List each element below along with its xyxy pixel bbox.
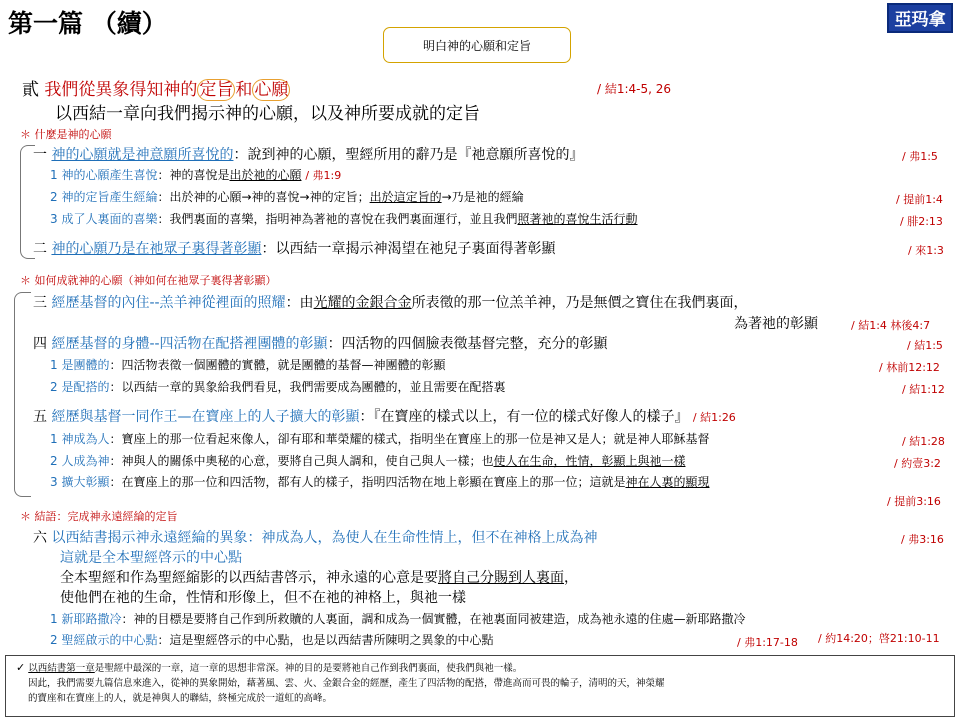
point-3-line2: 為著祂的彰顯	[734, 316, 818, 332]
logo-badge: 亞玛拿	[887, 3, 953, 33]
sub-4-2-label: 2 是配搭的	[50, 380, 110, 394]
sub-5-2	[50, 452, 685, 469]
point-2-rest: ：以西結一章揭示神渴望在祂兒子裏面得著彰顯	[261, 241, 556, 257]
sub-6-2	[50, 631, 493, 648]
point-5-num: 五	[33, 409, 47, 425]
point-3-blue: 經歷基督的內住--羔羊神從裡面的照耀	[51, 295, 286, 311]
sub-1-3-text: ：我們裏面的喜樂，指明神為著祂的喜悅在我們裏面運行，並且我們	[157, 212, 518, 226]
point-2-ref: / 來1:3	[908, 244, 944, 257]
point-6-line4: 使他們在祂的生命，性情和形像上，但不在祂的神格上，與祂一樣	[60, 590, 466, 606]
point-6-blue: 以西結書揭示神永遠經綸的異象：神成為人，為使人在生命性情上，但不在神格上成為神	[51, 530, 598, 546]
heading-reference: / 結1:4-5, 26	[597, 82, 672, 96]
note-line-2: 因此，我們需要九篇信息來進入，從神的異象開始，藉著風、雲、火、金銀合金的經歷，產生了四活物的配搭，帶進高而可畏的輪子，清明的天，神榮耀	[28, 678, 665, 689]
sub-5-2-text: ：神與人的關係中奧秘的心意，要將自己與人調和，使自己與人一樣；也	[109, 454, 494, 468]
sub-5-2-underlined: 使人在生命，性情，彰顯上與祂一樣	[493, 454, 686, 468]
point-4-blue: 經歷基督的身體--四活物在配搭裡團體的彰顯	[51, 336, 328, 352]
sub-1-3-underlined: 照著祂的喜悅生活行動	[517, 212, 638, 226]
note-line-3: 的寶座和在寶座上的人，就是神與人的聯結，終極完成於一道虹的高峰。	[28, 693, 333, 704]
summary-note	[5, 655, 955, 717]
sub-5-3-text: ：在寶座上的那一位和四活物，都有人的樣子，指明四活物在地上彰顯在寶座上的那一位；這就是	[109, 475, 626, 489]
sub-1-2-text: ：出於神的心願→神的喜悅→神的定旨；	[157, 190, 370, 204]
point-3-text: ：由	[285, 295, 314, 311]
point-6-line3-text: 全本聖經和作為聖經縮影的以西結書啓示，神永遠的心意是要	[60, 570, 438, 586]
sub-1-2-tail: →乃是祂的經綸	[441, 190, 524, 204]
page-title: 第一篇 （續）	[8, 9, 167, 38]
point-3-underlined: 光耀的金銀合金	[313, 295, 412, 311]
point-6-blue-line2: 這就是全本聖經啓示的中心點	[60, 550, 242, 566]
topic-box: 明白神的心願和定旨	[383, 27, 571, 63]
point-3-num: 三	[33, 295, 47, 311]
point-6	[33, 527, 597, 547]
sub-4-2	[50, 378, 505, 395]
check-icon: ✓	[16, 661, 26, 674]
point-6-line3-tail: ，	[564, 570, 578, 586]
sub-5-3-ref: / 提前3:16	[887, 495, 941, 508]
sub-4-1-label: 1 是團體的	[50, 358, 110, 372]
sub-1-1	[50, 166, 341, 183]
point-4-rest: ：四活物的四個臉表徵基督完整，充分的彰顯	[327, 336, 608, 352]
sub-1-3	[50, 210, 637, 227]
sub-5-1-ref: / 結1:28	[902, 435, 945, 448]
point-1-blue: 神的心願就是神意願所喜悅的	[51, 147, 234, 163]
section-label-1: ＊ 什麼是神的心願	[20, 128, 112, 141]
sub-4-1	[50, 356, 445, 373]
point-5-rest: ：『在寶座的樣式以上，有一位的樣式好像人的樣子』	[359, 409, 689, 425]
note-line-1-text: 是聖經中最深的一章，這一章的思想非常深。神的目的是要將祂自己作到我們裏面，使我們與祂一樣。	[94, 663, 523, 674]
sub-6-1-text: ：神的目標是要將自己作到所救贖的人裏面，調和成為一個實體，在祂裏面同被建造，成為祂永遠的住處—新耶路撒冷	[121, 612, 746, 626]
sub-6-1	[50, 610, 745, 627]
point-1-num: 一	[33, 147, 47, 163]
sub-5-3-underlined: 神在人裏的顯現	[625, 475, 710, 489]
heading-keyword-purpose: 定旨	[199, 80, 234, 100]
sub-1-3-ref: / 腓2:13	[900, 215, 943, 228]
point-4-num: 四	[33, 336, 47, 352]
sub-1-2-label: 2 神的定旨產生經綸	[50, 190, 158, 204]
sub-4-2-text: ：以西結一章的異象給我們看見，我們需要成為團體的，並且需要在配搭裏	[109, 380, 506, 394]
point-1	[33, 144, 583, 164]
point-6-line3-underlined: 將自己分賜到人裏面	[438, 570, 564, 586]
point-2-num: 二	[33, 241, 47, 257]
sub-4-1-text: ：四活物表徵一個團體的實體，就是團體的基督—神團體的彰顯	[109, 358, 446, 372]
point-1-rest: ：說到神的心願，聖經所用的辭乃是『祂意願所喜悅的』	[233, 147, 584, 163]
heading-text-c: 和	[235, 80, 253, 100]
heading-prefix: 貳	[22, 80, 39, 100]
point-5	[33, 406, 736, 426]
sub-1-2	[50, 188, 524, 205]
sub-5-1	[50, 430, 709, 447]
sub-5-3	[50, 473, 709, 490]
sub-5-3-label: 3 擴大彰顯	[50, 475, 110, 489]
sub-1-1-label: 1 神的心願產生喜悅	[50, 168, 158, 182]
sub-1-1-text: ：神的喜悅是	[157, 168, 230, 182]
point-4	[33, 333, 608, 353]
sub-6-2-label: 2 聖經啟示的中心點	[50, 633, 158, 647]
sub-5-2-ref: / 約壹3:2	[894, 457, 941, 470]
point-6-line3	[60, 567, 578, 587]
point-2	[33, 238, 555, 258]
point-5-ref: / 結1:26	[692, 411, 736, 424]
note-line-1-underlined: 以西結書第一章	[28, 663, 95, 674]
point-3	[33, 292, 748, 312]
point-4-ref: / 結1:5	[907, 339, 943, 352]
sub-5-2-label: 2 人成為神	[50, 454, 110, 468]
bracket-2	[14, 292, 31, 497]
point-3-tail: 所表徵的那一位羔羊神，乃是無價之寶住在我們裏面，	[411, 295, 748, 311]
heading-keyword-desire: 心願	[254, 80, 289, 100]
sub-6-2-ref-2: / 約14:20；啓21:10-11	[818, 632, 940, 645]
sub-5-1-text: ：寶座上的那一位看起來像人，卻有耶和華榮耀的樣式，指明坐在寶座上的那一位是神又是人；就是神人耶穌基督	[109, 432, 710, 446]
sub-6-1-label: 1 新耶路撒冷	[50, 612, 122, 626]
section-label-3: ＊ 結語：完成神永遠經綸的定旨	[20, 510, 178, 523]
sub-5-1-label: 1 神成為人	[50, 432, 110, 446]
sub-1-3-label: 3 成了人裏面的喜樂	[50, 212, 158, 226]
sub-6-2-text: ：這是聖經啓示的中心點，也是以西結書所陳明之異象的中心點	[157, 633, 494, 647]
point-2-blue: 神的心願乃是在祂眾子裏得著彰顯	[51, 241, 262, 257]
section-label-2: ＊ 如何成就神的心願（神如何在祂眾子裏得著彰顯）	[20, 274, 277, 287]
point-6-ref: / 弗3:16	[901, 533, 944, 546]
point-6-num: 六	[33, 530, 47, 546]
sub-6-2-ref-1: / 弗1:17-18	[737, 636, 798, 649]
point-1-ref: / 弗1:5	[902, 150, 938, 163]
point-3-ref: / 結1:4 林後4:7	[851, 319, 931, 332]
sub-4-2-ref: / 結1:12	[902, 383, 945, 396]
sub-4-1-ref: / 林前12:12	[879, 361, 940, 374]
sub-1-1-underlined: 出於祂的心願	[229, 168, 302, 182]
point-5-blue: 經歷與基督一同作王—在寶座上的人子擴大的彰顯	[51, 409, 360, 425]
heading-line2: 以西結一章向我們揭示神的心願，以及神所要成就的定旨	[55, 104, 480, 124]
sub-1-1-ref: / 弗1:9	[305, 169, 342, 182]
sub-1-2-ref: / 提前1:4	[896, 193, 943, 206]
main-heading	[22, 75, 290, 100]
sub-1-2-underlined: 出於這定旨的	[369, 190, 442, 204]
heading-text-a: 我們從異象得知神的	[44, 80, 198, 100]
note-line-1	[16, 660, 948, 676]
